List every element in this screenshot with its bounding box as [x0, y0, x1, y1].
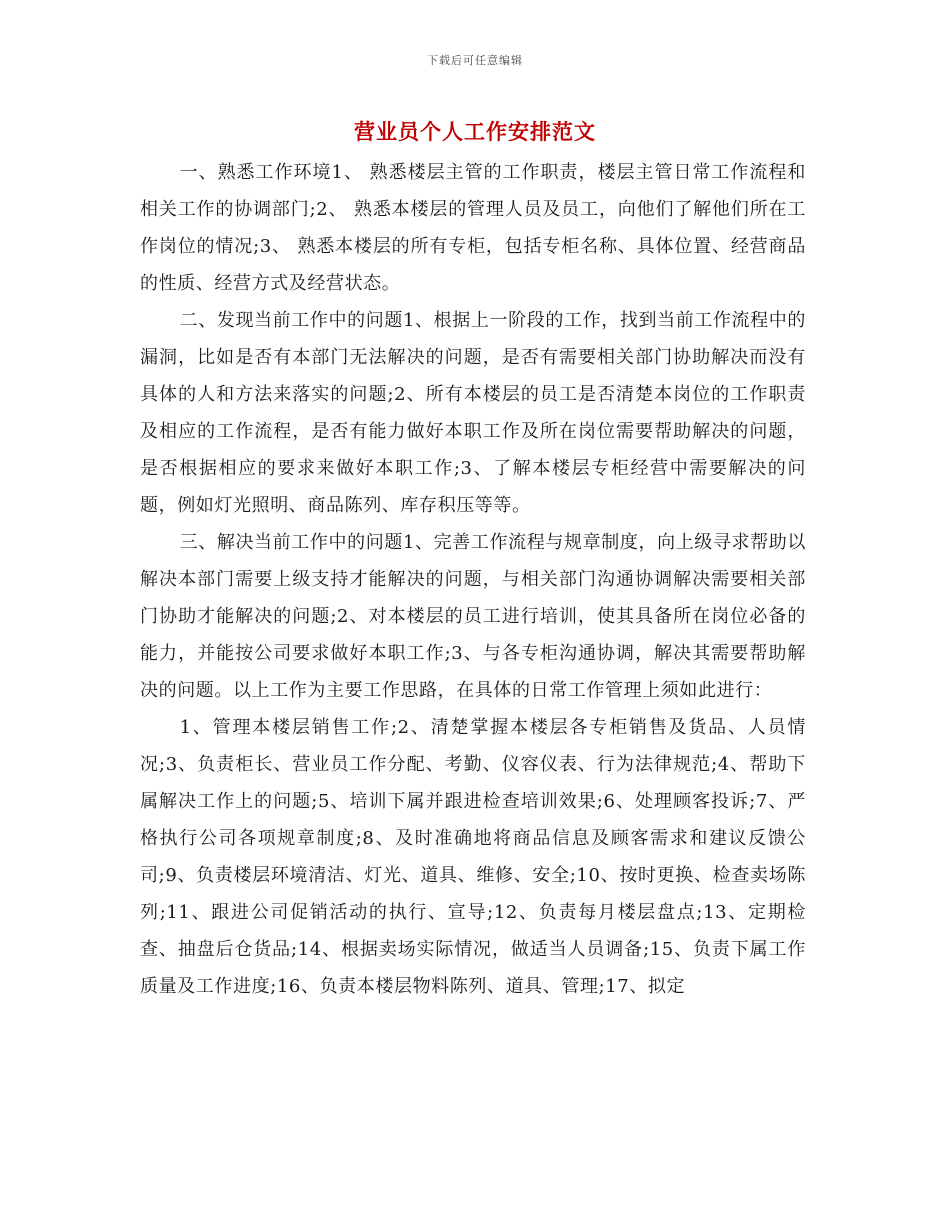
paragraph-find-problems: 二、发现当前工作中的问题1、根据上一阶段的工作，找到当前工作流程中的漏洞，比如是否有本部门无法解决的问题，是否有需要相关部门协助解决而没有具体的人和方法来落实的问题;2、所有本楼层的员工是否清楚本岗位的工作职责及相应的工作流程，是否有能力做好本职工作及所在岗位需要帮助解决的问题，是否根据相应的要求来做好本职工作;3、了解本楼层专柜经营中需要解决的问题，例如灯光照明、商品陈列、库存积压等等。 — [140, 310, 806, 516]
paragraph-duties-list: 1、管理本楼层销售工作;2、清楚掌握本楼层各专柜销售及货品、人员情况;3、负责柜长、营业员工作分配、考勤、仪容仪表、行为法律规范;4、帮助下属解决工作上的问题;5、培训下属并跟进检查培训效果;6、处理顾客投诉;7、严格执行公司各项规章制度;8、及时准确地将商品信息及顾客需求和建议反馈公司;9、负责楼层环境清洁、灯光、道具、维修、安全;10、按时更换、检查卖场陈列;11、跟进公司促销活动的执行、宣导;12、负责每月楼层盘点;13、定期检查、抽盘后仓货品;14、根据卖场实际情况，做适当人员调备;15、负责下属工作质量及工作进度;16、负责本楼层物料陈列、道具、管理;17、拟定 — [140, 717, 806, 997]
paragraph-solve-problems: 三、解决当前工作中的问题1、完善工作流程与规章制度，向上级寻求帮助以解决本部门需要上级支持才能解决的问题，与相关部门沟通协调解决需要相关部门协助才能解决的问题;2、对本楼层的员工进行培训，使其具备所在岗位必备的能力，并能按公司要求做好本职工作;3、与各专柜沟通协调，解决其需要帮助解决的问题。以上工作为主要工作思路，在具体的日常工作管理上须如此进行： — [140, 532, 806, 701]
document-title: 营业员个人工作安排范文 — [354, 119, 596, 144]
document-body — [140, 154, 806, 1005]
header-note: 下载后可任意编辑 — [427, 54, 523, 67]
paragraph-familiarize-environment: 一、熟悉工作环境1、 熟悉楼层主管的工作职责，楼层主管日常工作流程和相关工作的协调部门;2、 熟悉本楼层的管理人员及员工，向他们了解他们所在工作岗位的情况;3、 熟悉本楼层的所有专柜，包括专柜名称、具体位置、经营商品的性质、经营方式及经营状态。 — [140, 162, 806, 294]
